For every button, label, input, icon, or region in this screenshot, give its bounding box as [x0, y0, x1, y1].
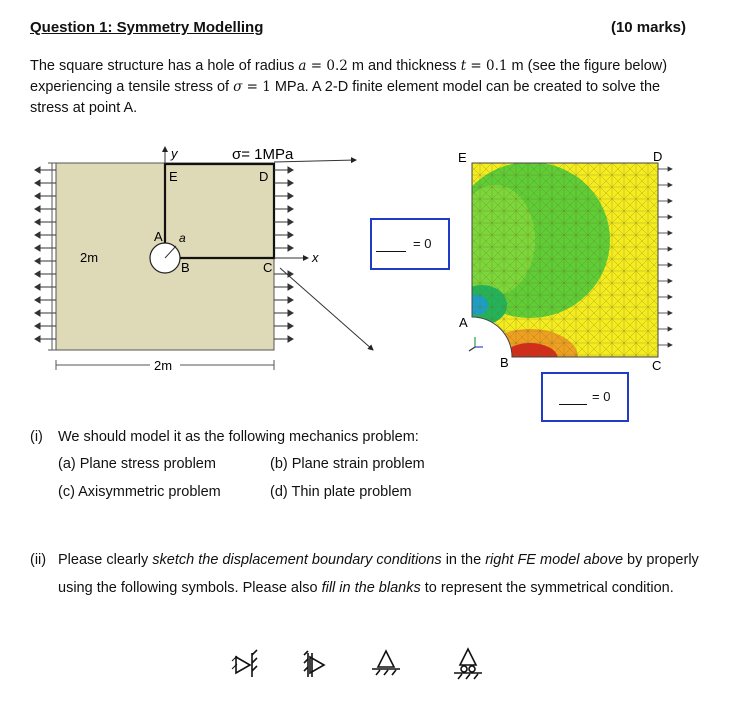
option-b[interactable]: (b) Plane strain problem — [270, 456, 425, 472]
left-point-D: D — [259, 169, 269, 184]
pointer-arrow — [280, 268, 373, 350]
fe-point-E: E — [458, 150, 467, 165]
pin-support-vertical-icon — [454, 649, 482, 679]
question-title: Question 1: Symmetry Modelling — [30, 19, 264, 36]
x-axis-label: x — [312, 250, 319, 265]
fe-point-D: D — [653, 149, 663, 164]
marks-label: (10 marks) — [610, 19, 686, 36]
fe-point-A: A — [459, 315, 468, 330]
width-dim-label: 2m — [154, 358, 173, 373]
part-i-label: (i) — [30, 429, 43, 445]
fe-point-B: B — [500, 355, 509, 370]
intro-paragraph: The square structure has a hole of radius a = 0.2 m and thickness t = 0.1 m (see the figure below) experiencing a tensile stress of σ = 1 MPa. A 2-D finite element model can be created to solve the stress at point A. — [30, 58, 668, 116]
part-i-text: We should model it as the following mechanics problem: — [58, 429, 419, 445]
fe-right-tension-arrows — [658, 167, 672, 347]
left-point-C: C — [263, 260, 273, 275]
roller-support-horizontal-icon — [232, 650, 257, 677]
part-ii-label: (ii) — [30, 552, 47, 568]
right-blank-eq: = 0 — [592, 389, 611, 404]
left-point-A: A — [154, 229, 163, 244]
right-fe-model-figure — [450, 145, 690, 375]
radius-label: a — [179, 231, 186, 245]
height-dim-label: 2m — [80, 250, 99, 265]
left-point-E: E — [169, 169, 178, 184]
left-blank-eq: = 0 — [413, 236, 432, 251]
option-d[interactable]: (d) Thin plate problem — [270, 484, 412, 500]
bc-symbols — [228, 645, 498, 685]
right-tension-arrows — [274, 167, 293, 342]
left-blank-box — [370, 218, 450, 270]
pin-support-horizontal-icon — [304, 651, 324, 677]
right-blank-box — [541, 372, 629, 422]
coordinate-triad-icon — [469, 337, 483, 351]
fe-mesh-region — [450, 162, 658, 375]
left-tension-arrows — [35, 167, 56, 342]
left-blank-line[interactable] — [376, 251, 406, 252]
left-structure-figure — [30, 140, 390, 380]
left-point-B: B — [181, 260, 190, 275]
roller-support-vertical-icon — [372, 651, 400, 675]
y-axis-label: y — [171, 146, 178, 161]
fe-point-C: C — [652, 358, 662, 373]
option-a[interactable]: (a) Plane stress problem — [58, 456, 216, 472]
right-blank-line[interactable] — [559, 404, 587, 405]
part-ii-text: Please clearly sketch the displacement boundary conditions in the right FE model above by properly using the following symbols. Please also fill in the blanks to represent the symmetrical condition. — [58, 552, 699, 596]
option-c[interactable]: (c) Axisymmetric problem — [58, 484, 221, 500]
sigma-label: σ= 1MPa — [232, 146, 294, 163]
